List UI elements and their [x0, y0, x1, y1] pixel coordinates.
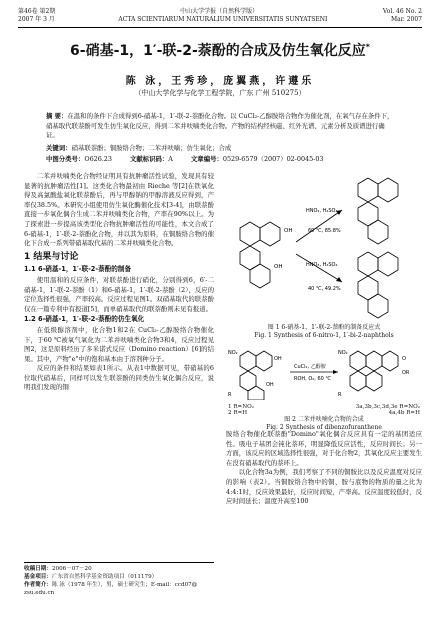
affiliation: （中山大学化学与化学工程学院，广东 广州 510275）	[134, 89, 306, 97]
figure-2-scheme	[226, 346, 422, 400]
start-oh-label: OH	[274, 356, 282, 362]
funding-label: 基金项目：	[24, 574, 52, 580]
binaphthol-structure	[240, 222, 283, 288]
products-3-label: 3a,3b,3c,3d,3e R=NO₂	[355, 404, 420, 410]
author-bio	[24, 581, 214, 597]
doc-code	[130, 154, 173, 163]
figure-2	[226, 346, 422, 431]
subsection-heading-1-2: 1.2 6-硝基-1，1′-联-2-萘酚的仿生氧化	[24, 315, 145, 324]
product-nitro-label: NO₂	[338, 350, 348, 356]
paragraph-1-2b: 反应的条件和结果如表1所示。从表1中数据可见，带硝基的6位取代硝基后，同样可以发生联萘酚的同类仿生氧化偶合反应，说明我们发现的铜	[24, 364, 214, 392]
arrow-bottom	[296, 254, 342, 282]
title-footnote-mark: *	[365, 42, 370, 52]
abstract-text: 在温和的条件下合成得到6-硝基-1，1′-联-2-萘酚化合物。以 CuCl₂-乙醇胺络合物作为催化剂，在氧气存在条件下，硝基取代联萘酚可发生仿生氧化反应，得到二苯并呋喃类化合物。产物的结构经核磁、红外光谱、元素分析及质谱进行确证。	[46, 112, 394, 139]
arrow-top	[296, 210, 342, 242]
volume-en: Vol. 46 No. 2	[382, 8, 422, 15]
dibenzofuran-product-structure	[350, 351, 398, 391]
product-r-label: R	[338, 392, 342, 398]
doc-value: A	[168, 155, 173, 163]
volume-cn: 第46卷 第2期	[18, 8, 56, 15]
article-id-value: 0529-6579（2007）02-0045-03	[222, 155, 324, 163]
compound-1-label: 1 R=NO₂	[228, 404, 254, 410]
section-heading: 1 结果与讨论	[24, 251, 79, 262]
reactant-oh-label-2: OH	[274, 264, 283, 270]
condition-bottom: 40 ℃, 49.2%	[308, 286, 341, 292]
running-header	[18, 8, 422, 24]
right-column	[226, 430, 422, 507]
journal-name-cn: 中山大学学报（自然科学版）	[180, 8, 259, 15]
abstract	[46, 112, 394, 141]
starting-material-structure	[240, 351, 272, 400]
figure-2-caption-en: Fig. 2 Synthesis of dibenzofuranthene	[266, 424, 382, 431]
clc-code	[46, 154, 112, 163]
figure-1	[226, 170, 422, 342]
reactant-oh-label: OH	[284, 228, 293, 234]
compound-2-label: 2 R=H	[228, 410, 248, 416]
paper-title	[0, 40, 440, 60]
abstract-label: 摘 要：	[46, 112, 68, 120]
reagent-top: HNO₃, H₂SO₄	[306, 208, 338, 214]
arrow-bottom-head	[336, 277, 342, 282]
received-date	[24, 565, 214, 573]
product-or-label: OR	[402, 370, 410, 376]
received-label: 收稿日期：	[24, 566, 52, 572]
clc-label: 中图分类号：	[46, 155, 85, 163]
funding-value: 广东省自然科学基金资助项目（011179）	[51, 574, 158, 580]
received-value: 2006－07－20	[51, 566, 92, 572]
keywords-label: 关键词：	[46, 144, 72, 152]
paragraph-1-2: 在低级醇溶剂中，化合物1和2在 CuCl₂-乙醇胺络合物催化下，于60 ℃被氧气氧化为二苯并呋喃类化合物3和4，反应过程见图2，这是原料经历了多米诺式反应（Domino reaction）[6]的结果。其中，产物"e"中的饱和基本由于溶剂种分子。	[24, 325, 214, 363]
author-bio-value: 陈 泳（1978 年生），男，硕士研究生；E-mail：ccd07@ zsu.edu.cn	[24, 582, 198, 596]
start-oh-label-2: OH	[266, 382, 274, 388]
article-id	[191, 154, 324, 163]
left-column	[24, 172, 214, 393]
classification-line	[46, 154, 394, 163]
funding	[24, 573, 214, 581]
article-id-label: 文章编号：	[190, 155, 223, 163]
intro-paragraph: 二苯并呋喃类化合物经证明具有抗肿瘤活性试验，发现具有较显著的抗肿瘤活性[1]。这类化合物最初由 Rieche 等[2]在铁氧化得及高氯酸盐氧化联萘酚后，再与甲醇钠的甲醇溶液反应得到，产率仅38.5%。本研究小组使用仿生氧化酶催化技术[3-4]，由联萘酚直接一步氧化偶合生成二苯并呋喃类化合物，产率在90%以上。为了探索进一步提高该类型化合物抗肿瘤活性的可能性，本文合成了6-硝基-1，1′-联-2-萘酚化合物，并以其为原料，在铜胺络合物的催化下合成一系列带硝基取代基的二苯并呋喃类化合物。	[24, 172, 214, 248]
product-o-label: O	[402, 356, 406, 362]
products-4-label: 4a,4b R=H	[388, 410, 420, 416]
footnote	[24, 562, 214, 597]
journal-name-en: ACTA SCIENTIARUM NATURALIUM UNIVERSITATIS SUNYATSENI	[118, 16, 328, 23]
keywords-text: 硝基联萘酚；铜胺络合物；二苯并呋喃；仿生氧化；合成	[71, 144, 232, 152]
figure-2-caption-cn: 图 2 二苯并呋喃化合物的合成	[284, 416, 364, 423]
paragraph-1-1: 使用温和的反应条件，对联萘酚进行硝化，分别得到6，6′-二硝基-1，1′-联-2-萘酚（1）和6-硝基-1，1′-联-2-萘酚（2），反应的定位选择性很强，产率较高。反应过程见图1。双硝基取代的联萘酚仅在一篇专利中有报道[5]，而单硝基取代的联萘酚则未见有报道。	[24, 275, 214, 313]
keywords	[46, 143, 394, 152]
subsection-heading-1-1: 1.1 6-硝基-1，1′-联-2-萘酚的制备	[24, 265, 132, 274]
catalyst-label: CuCl₂, 乙醇胺	[294, 364, 326, 370]
reaction-arrow-head	[333, 370, 338, 374]
author-list: 陈 泳，王秀珍，庞翼燕，许遵乐	[125, 76, 315, 87]
header-rule	[18, 27, 422, 28]
clc-value: O626.23	[84, 155, 112, 163]
start-r-label: R	[228, 392, 232, 398]
figure-1-scheme	[226, 170, 422, 320]
dinitro-product-structure	[358, 178, 398, 244]
right-paragraph-2: 以化合物3a为例，我们考察了不同的铜胺比以及反应温度对反应的影响（表2）。当铜胺络合物中的铜、胺与底物的物质的量之比为4:4:1时，反应效果最好，反应时间短，产率高。反应温度较低时，反应时间延长；温度升高至100	[226, 468, 422, 506]
author-bio-label: 作者简介：	[24, 582, 52, 588]
right-paragraph-1: 胺络合物催化联萘酚"Domino"氧化偶合反应具有一定的基团适应性。吸电子基团会钝化萘环，明显降低反应活性，反应时间长；另一方面，该反应的区域选择性很强，对于化合物2，其氧化反应主要发生在没有硝基取代的萘环上。	[226, 430, 422, 467]
reagent-bottom: HNO₃, H₂SO₄	[306, 262, 338, 268]
doc-label: 文献标识码：	[129, 155, 169, 163]
condition-top: 60 ℃, 85.8%	[308, 228, 341, 234]
solvent-label: ROH, O₂, 60 ℃	[294, 376, 332, 382]
nitro-label: NO₂	[228, 350, 238, 356]
figure-1-caption-en: Fig. 1 Synthesis of 6-nitro-1, 1′-bi-2-naphthols	[254, 332, 394, 339]
title-text: 6-硝基-1，1′-联-2-萘酚的合成及仿生氧化反应	[70, 43, 366, 59]
date-cn: 2007 年 3 月	[18, 16, 55, 23]
figure-1-caption-cn: 图 1 6-硝基-1，1′-联-2-萘酚的制备反应式	[267, 324, 381, 331]
date-en: Mar. 2007	[390, 16, 422, 23]
mononitro-product-structure	[358, 252, 398, 318]
